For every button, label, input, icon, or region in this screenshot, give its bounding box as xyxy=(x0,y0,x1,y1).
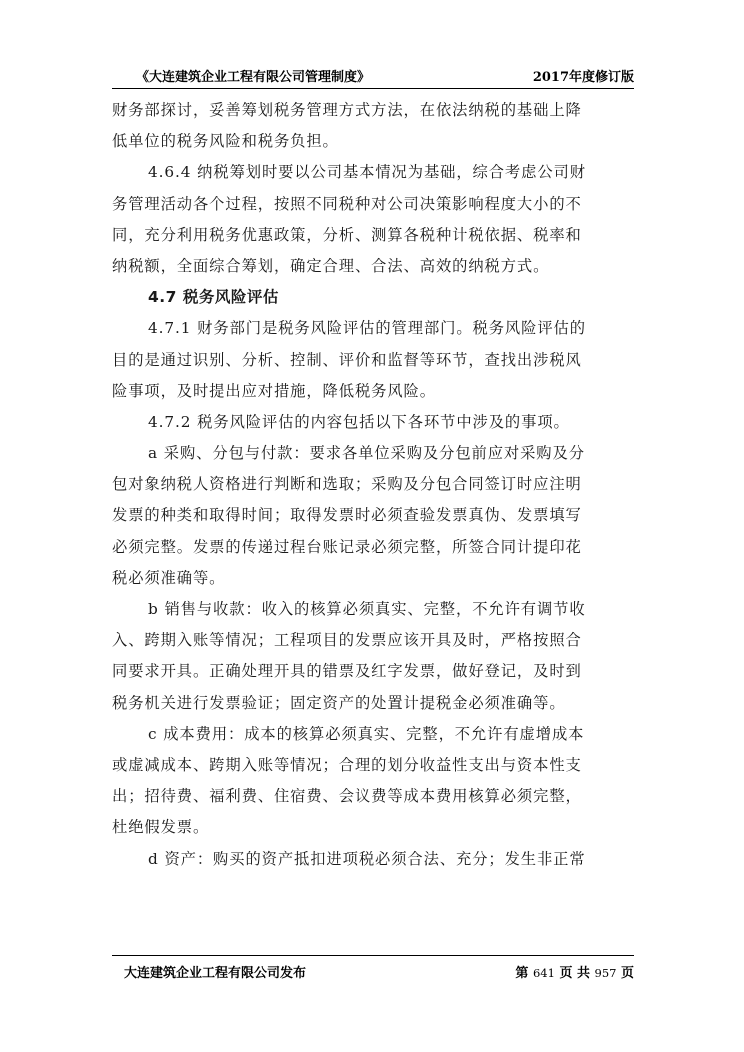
body-line: 同，充分利用税务优惠政策，分析、测算各税种计税依据、税率和 xyxy=(112,225,582,244)
body-line: 低单位的税务风险和税务负担。 xyxy=(112,132,339,151)
paragraph-start: 4.7.2 税务风险评估的内容包括以下各环节中涉及的事项。 xyxy=(148,412,570,431)
header-title: 《大连建筑企业工程有限公司管理制度》 xyxy=(136,70,371,85)
body-line: 杜绝假发票。 xyxy=(112,818,210,837)
page-footer xyxy=(112,960,634,980)
page-prefix: 第 xyxy=(515,966,529,981)
total-pages: 957 xyxy=(594,966,617,980)
paragraph-start: a 采购、分包与付款：要求各单位采购及分包前应对采购及分 xyxy=(148,444,585,463)
paragraph-start: 4.6.4 纳税筹划时要以公司基本情况为基础，综合考虑公司财 xyxy=(148,163,586,182)
header-edition: 2017年度修订版 xyxy=(532,70,634,85)
body-line: 险事项，及时提出应对措施，降低税务风险。 xyxy=(112,381,436,400)
paragraph-start: b 销售与收款：收入的核算必须真实、完整，不允许有调节收 xyxy=(148,600,586,618)
page-number xyxy=(515,962,634,981)
body-line: 财务部探讨，妥善筹划税务管理方式方法，在依法纳税的基础上降 xyxy=(112,101,582,119)
section-heading: 4.7 税务风险评估 xyxy=(148,288,279,307)
page-suffix: 页 xyxy=(620,966,634,981)
body-line: 务管理活动各个过程，按照不同税种对公司决策影响程度大小的不 xyxy=(112,194,582,213)
current-page: 641 xyxy=(532,966,555,980)
paragraph-start: 4.7.1 财务部门是税务风险评估的管理部门。税务风险评估的 xyxy=(148,319,586,338)
footer-rule xyxy=(112,955,634,956)
body-line: 税务机关进行发票验证；固定资产的处置计提税金必须准确等。 xyxy=(112,693,566,712)
document-body xyxy=(112,95,634,875)
body-line: 包对象纳税人资格进行判断和选取；采购及分包合同签订时应注明 xyxy=(112,475,582,494)
body-line: 目的是通过识别、分析、控制、评价和监督等环节，查找出涉税风 xyxy=(112,350,582,369)
body-line: 入、跨期入账等情况；工程项目的发票应该开具及时，严格按照合 xyxy=(112,631,582,650)
page-middle: 页 共 xyxy=(559,966,590,981)
footer-publisher: 大连建筑企业工程有限公司发布 xyxy=(124,966,307,981)
paragraph-start: c 成本费用：成本的核算必须真实、完整，不允许有虚增成本 xyxy=(148,724,585,743)
body-line: 或虚减成本、跨期入账等情况；合理的划分收益性支出与资本性支 xyxy=(112,755,582,774)
body-line: 发票的种类和取得时间；取得发票时必须查验发票真伪、发票填写 xyxy=(112,506,582,525)
paragraph-start: d 资产：购买的资产抵扣进项税必须合法、充分；发生非正常 xyxy=(148,849,586,868)
body-line: 出；招待费、福利费、住宿费、会议费等成本费用核算必须完整， xyxy=(112,787,582,806)
page-header xyxy=(112,64,634,86)
body-line: 同要求开具。正确处理开具的错票及红字发票，做好登记，及时到 xyxy=(112,662,582,681)
header-rule xyxy=(112,88,634,89)
body-line: 必须完整。发票的传递过程台账记录必须完整，所签合同计提印花 xyxy=(112,537,582,556)
body-line: 税必须准确等。 xyxy=(112,568,226,587)
body-line: 纳税额，全面综合筹划，确定合理、合法、高效的纳税方式。 xyxy=(112,256,550,275)
